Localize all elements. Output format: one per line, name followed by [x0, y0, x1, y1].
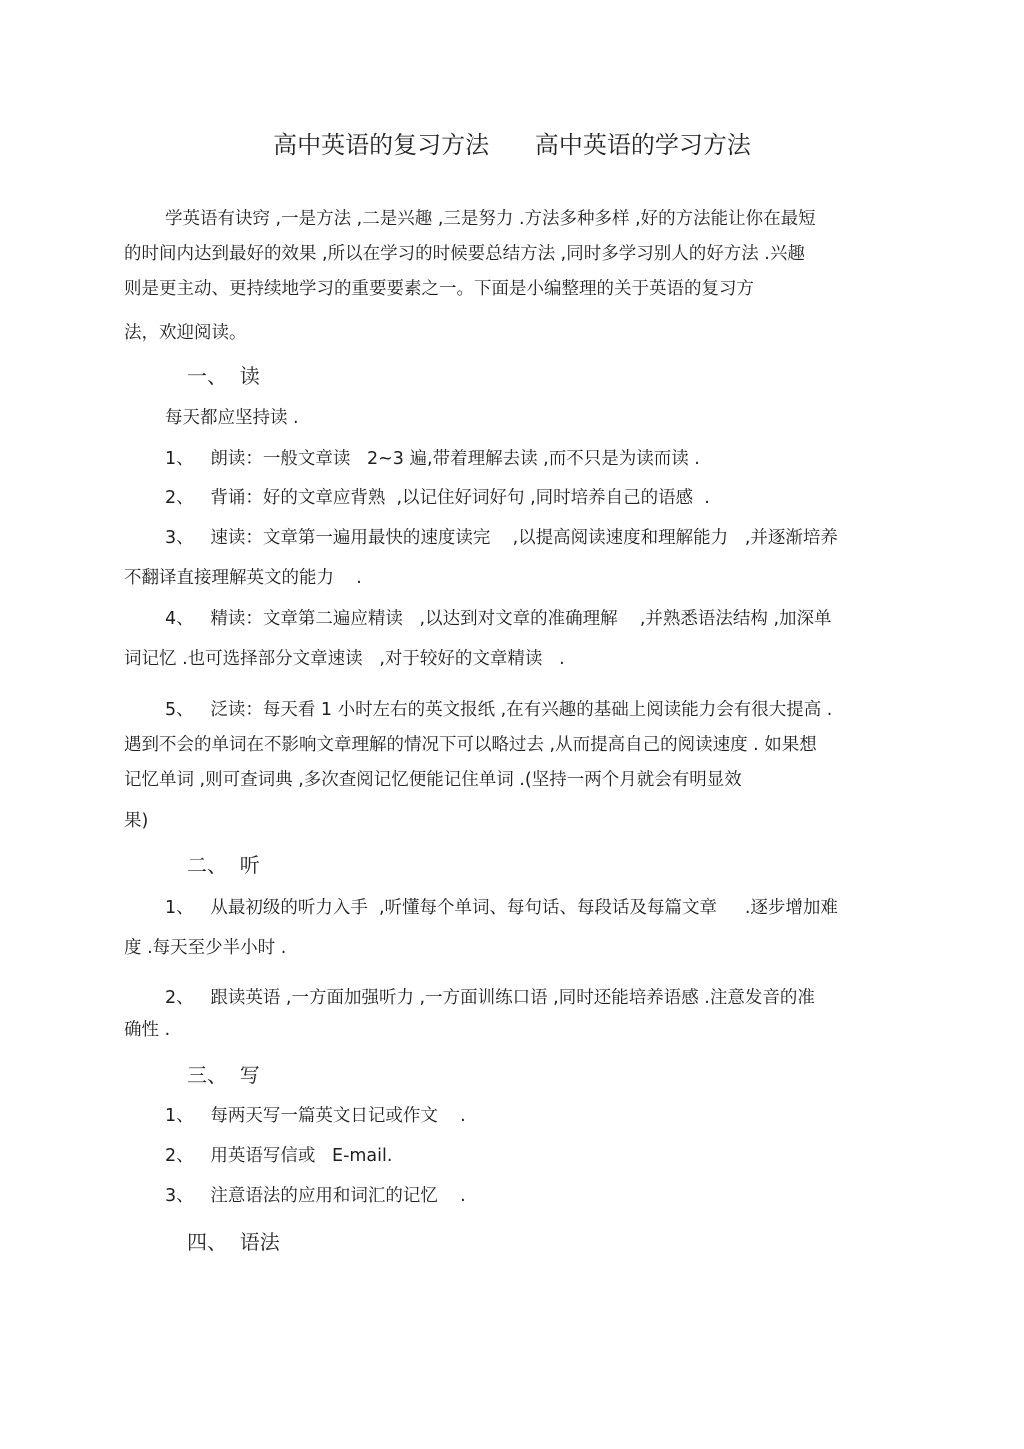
read-item-5-line-2: 遇到不会的单词在不影响文章理解的情况下可以略过去 ,从而提高自己的阅读速度 . 如果想: [124, 735, 817, 755]
read-item-2: 2、 背诵：好的文章应背熟 ,以记住好词好句 ,同时培养自己的语感 .: [165, 488, 710, 508]
read-item-5-line-1: 5、 泛读：每天看 1 小时左右的英文报纸 ,在有兴趣的基础上阅读能力会有很大提高 .: [165, 700, 833, 720]
read-subtitle: 每天都应坚持读 .: [165, 408, 299, 428]
section-heading-read: 一、 读: [187, 364, 260, 388]
intro-line-3: 则是更主动、更持续地学习的重要要素之一。下面是小编整理的关于英语的复习方: [124, 279, 754, 299]
read-item-4-line-2: 词记忆 .也可选择部分文章速读 ,对于较好的文章精读 .: [124, 649, 565, 669]
listen-item-1-line-2: 度 .每天至少半小时 .: [124, 938, 287, 958]
read-item-3-line-1: 3、 速读：文章第一遍用最快的速度读完 ,以提高阅读速度和理解能力 ,并逐渐培养: [165, 528, 838, 548]
intro-line-1: 学英语有诀窍 ,一是方法 ,二是兴趣 ,三是努力 .方法多种多样 ,好的方法能让你在最短: [165, 209, 816, 229]
listen-item-2-line-2: 确性 .: [124, 1020, 171, 1040]
page-title: 高中英语的复习方法 高中英语的学习方法: [273, 131, 751, 159]
read-item-4-line-1: 4、 精读：文章第二遍应精读 ,以达到对文章的准确理解 ,并熟悉语法结构 ,加深单: [165, 609, 832, 629]
read-item-3-line-2: 不翻译直接理解英文的能力 .: [124, 568, 362, 588]
read-item-5-line-3: 记忆单词 ,则可查词典 ,多次查阅记忆便能记住单词 .(坚持一两个月就会有明显效: [124, 770, 742, 790]
write-item-2: 2、 用英语写信或 E-mail.: [165, 1146, 393, 1166]
intro-line-2: 的时间内达到最好的效果 ,所以在学习的时候要总结方法 ,同时多学习别人的好方法 .兴趣: [124, 244, 805, 264]
write-item-3: 3、 注意语法的应用和词汇的记忆 .: [165, 1186, 466, 1206]
listen-item-2-line-1: 2、 跟读英语 ,一方面加强听力 ,一方面训练口语 ,同时还能培养语感 .注意发音的准: [165, 988, 815, 1008]
write-item-1: 1、 每两天写一篇英文日记或作文 .: [165, 1106, 466, 1126]
section-heading-listen: 二、 听: [187, 853, 260, 877]
intro-line-4: 法，欢迎阅读。: [124, 323, 247, 343]
read-item-1: 1、 朗读：一般文章读 2~3 遍,带着理解去读 ,而不只是为读而读 .: [165, 449, 700, 469]
read-item-5-line-4: 果): [124, 811, 149, 831]
section-heading-grammar: 四、 语法: [187, 1230, 280, 1254]
section-heading-write: 三、 写: [187, 1063, 260, 1087]
listen-item-1-line-1: 1、 从最初级的听力入手 ,听懂每个单词、每句话、每段话及每篇文章 .逐步增加难: [165, 898, 838, 918]
